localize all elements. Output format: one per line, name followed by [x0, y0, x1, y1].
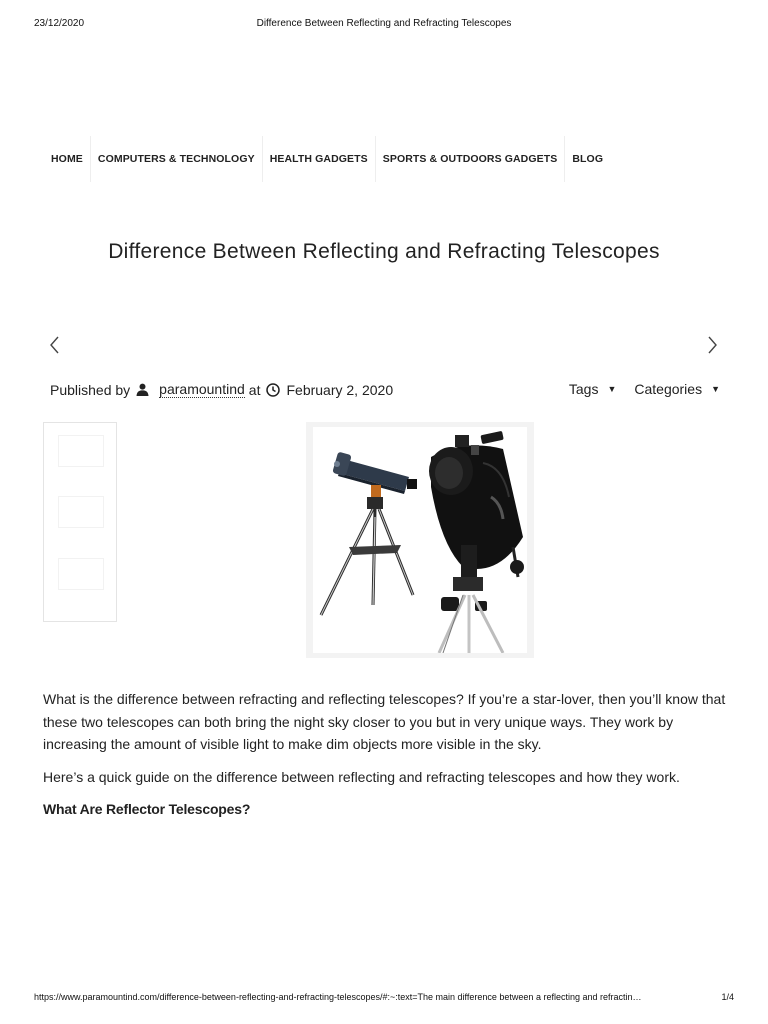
tags-label: Tags [568, 381, 599, 397]
article-body [43, 688, 727, 820]
share-button[interactable] [58, 496, 104, 528]
published-by-label: Published by [50, 381, 131, 398]
tags-dropdown[interactable] [569, 381, 617, 397]
reflector-telescope-illustration [429, 431, 524, 653]
article-paragraph: What is the difference between refracting and reflecting telescopes? If you’re a star-lover, then you’ll know that these two telescopes can both bring the night sky closer to you but in very unique ways. They work by increasing the amount of visible light to make dim objects more visible in the sky. [43, 691, 726, 752]
article-subheading: What Are Reflector Telescopes? [43, 801, 251, 817]
article-paragraph: Here’s a quick guide on the difference between reflecting and refracting telescopes and how they work. [43, 768, 680, 785]
at-label: at [248, 381, 261, 398]
telescopes-image [313, 427, 527, 653]
taxonomy-menus [551, 381, 720, 397]
print-url: https://www.paramountind.com/difference-between-reflecting-and-refracting-telescopes/#:~:text=The main difference between a reflecting and refractin… [34, 992, 642, 1002]
refractor-telescope-illustration [321, 451, 417, 615]
share-button[interactable] [58, 558, 104, 590]
chevron-left-icon[interactable] [48, 336, 62, 354]
clock-icon [266, 383, 280, 397]
nav-item-computers-technology[interactable]: COMPUTERS & TECHNOLOGY [91, 136, 263, 182]
nav-item-sports-outdoors-gadgets[interactable]: SPORTS & OUTDOORS GADGETS [376, 136, 566, 182]
categories-dropdown[interactable] [634, 381, 720, 397]
categories-label: Categories [634, 381, 703, 397]
post-meta [50, 381, 393, 398]
print-date: 23/12/2020 [34, 18, 85, 29]
nav-item-home[interactable]: HOME [44, 136, 91, 182]
featured-image [306, 422, 534, 658]
print-title: Difference Between Reflecting and Refracting Telescopes [256, 18, 512, 29]
nav-item-health-gadgets[interactable]: HEALTH GADGETS [263, 136, 376, 182]
nav-item-blog[interactable]: BLOG [572, 153, 604, 165]
caret-down-icon: ▼ [607, 384, 617, 394]
main-nav [44, 136, 610, 182]
article-title: Difference Between Reflecting and Refracting Telescopes [108, 240, 660, 263]
chevron-right-icon[interactable] [705, 336, 719, 354]
post-date: February 2, 2020 [286, 381, 394, 398]
author-link[interactable]: paramountind [159, 381, 245, 397]
print-page-number: 1/4 [721, 992, 734, 1002]
share-button[interactable] [58, 435, 104, 467]
share-sidebar [43, 422, 117, 622]
person-icon [136, 383, 149, 396]
caret-down-icon: ▼ [711, 384, 720, 394]
